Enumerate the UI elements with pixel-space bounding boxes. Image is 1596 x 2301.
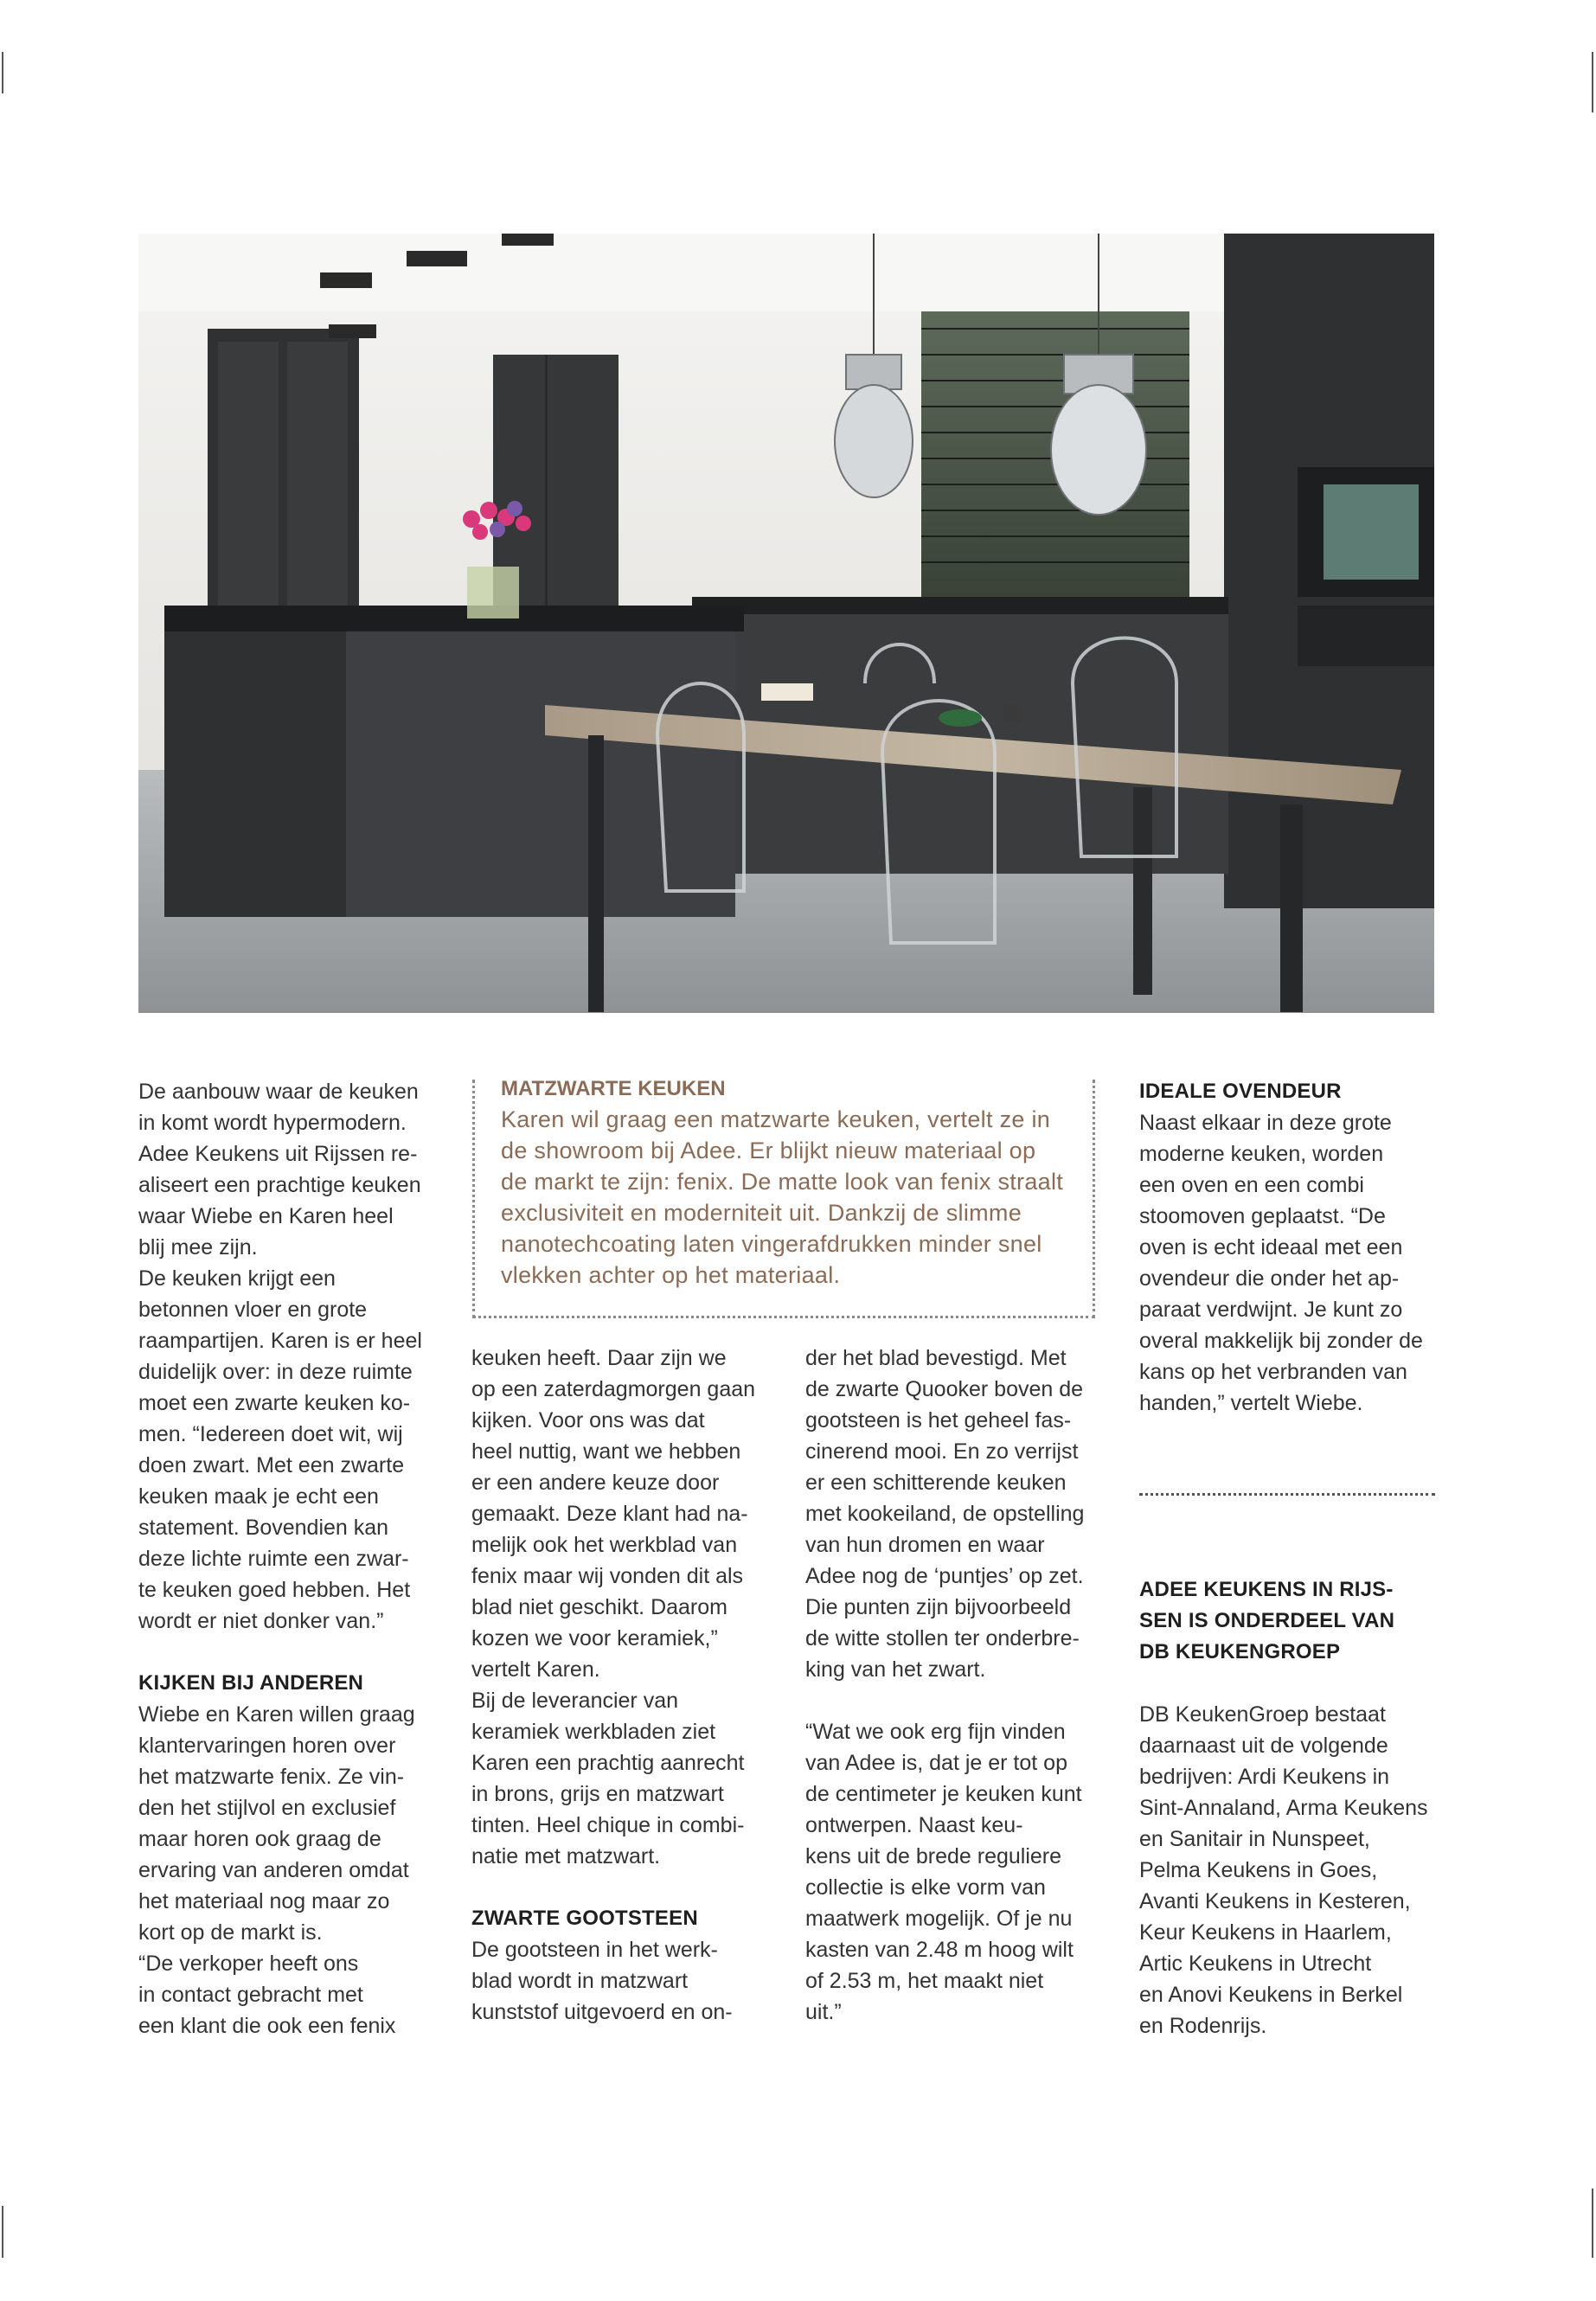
heading-adee-keukens-db-keukengroep: ADEE KEUKENS IN RIJS- SEN IS ONDERDEEL VAN DB KEUKENGROEP bbox=[1139, 1578, 1395, 1663]
callout-box bbox=[472, 1077, 1095, 1318]
col1-paragraph-2: Wiebe en Karen willen graag klantervaringen horen over het matzwarte fenix. Ze vin- den het stijlvol en exclusief maar horen ook graag de ervaring van anderen omdat het materiaal nog maar zo kort op de markt is. “De verkoper heeft ons in contact gebracht met een klant die ook een fenix bbox=[138, 1702, 415, 2038]
kitchen-photo bbox=[138, 234, 1434, 1013]
column-2 bbox=[471, 1343, 774, 2028]
dotted-divider bbox=[1139, 1493, 1435, 1496]
col2-paragraph-1: keuken heeft. Daar zijn we op een zaterdagmorgen gaan kijken. Voor ons was dat heel nuttig, want we hebben er een andere keuze door gemaakt. Deze klant had na- melijk ook het werkblad van fenix maar wij vonden dit als blad niet geschikt. Daarom kozen we voor keramiek,” vertelt Karen. Bij de leverancier van keramiek werkbladen ziet Karen een prachtig aanrecht in brons, grijs en matzwart tinten. Heel chique in combi- natie met matzwart. bbox=[471, 1346, 756, 1868]
col1-paragraph-1: De aanbouw waar de keuken in komt wordt hypermodern. Adee Keukens uit Rijssen re- aliseert een prachtige keuken waar Wiebe en Karen heel blij mee zijn. De keuken krijgt een betonnen vloer en grote raampartijen. Karen is er heel duidelijk over: in deze ruimte moet een zwarte keuken ko- men. “Iedereen doet wit, wij doen zwart. Met een zwarte keuken maak je echt een statement. Bovendien kan deze lichte ruimte een zwar- te keuken goed hebben. Het wordt er niet donker van.” bbox=[138, 1080, 422, 1633]
crop-mark-bottom-left bbox=[2, 2206, 3, 2258]
column-3 bbox=[805, 1343, 1108, 2028]
column-4 bbox=[1139, 1076, 1438, 2041]
column-1 bbox=[138, 1076, 441, 2041]
col2-paragraph-2: De gootsteen in het werk- blad wordt in matzwart kunststof uitgevoerd en on- bbox=[471, 1938, 733, 2024]
heading-kijken-bij-anderen: KIJKEN BIJ ANDEREN bbox=[138, 1671, 364, 1695]
col3-paragraph-2: “Wat we ook erg fijn vinden van Adee is, dat je er tot op de centimeter je keuken kunt ontwerpen. Naast keu- kens uit de brede reguliere collectie is elke vorm van maatwerk mogelijk. Of je nu kasten van 2.48 m hoog wilt of 2.53 m, het maakt niet uit.” bbox=[805, 1720, 1082, 2024]
crop-mark-top-left bbox=[2, 52, 3, 93]
callout-heading: MATZWARTE KEUKEN bbox=[501, 1077, 726, 1100]
callout-text: Karen wil graag een matzwarte keuken, vertelt ze in de showroom bij Adee. Er blijkt nieuw materiaal op de markt te zijn: fenix. De matte look van fenix straalt exclusiviteit en moderniteit uit. Dankzij de slimme nanotechcoating laten vingerafdrukken minder snel vlekken achter op het materiaal. bbox=[501, 1106, 1064, 1288]
heading-ideale-ovendeur: IDEALE OVENDEUR bbox=[1139, 1080, 1342, 1103]
col4-paragraph-1: Naast elkaar in deze grote moderne keuken, worden een oven en een combi stoomoven geplaatst. “De oven is echt ideaal met een ovendeur die onder het ap- paraat verdwijnt. Je kunt zo overal makkelijk bij zonder de kans op het verbranden van handen,” vertelt Wiebe. bbox=[1139, 1111, 1423, 1415]
crop-mark-bottom-right bbox=[1592, 2189, 1593, 2258]
col3-paragraph-1: der het blad bevestigd. Met de zwarte Quooker boven de gootsteen is het geheel fas- cinerend mooi. En zo verrijst er een schitterende keuken met kookeiland, de opstelling van hun dromen en waar Adee nog de ‘puntjes’ op zet. Die punten zijn bijvoorbeeld de witte stollen ter onderbre- king van het zwart. bbox=[805, 1346, 1085, 1682]
heading-zwarte-gootsteen: ZWARTE GOOTSTEEN bbox=[471, 1907, 698, 1930]
col4-paragraph-2: DB KeukenGroep bestaat daarnaast uit de volgende bedrijven: Ardi Keukens in Sint-Annaland, Arma Keukens en Sanitair in Nunspeet, Pelma Keukens in Goes, Avanti Keukens in Kesteren, Keur Keukens in Haarlem, Artic Keukens in Utrecht en Anovi Keukens in Berkel en Rodenrijs. bbox=[1139, 1702, 1428, 2038]
crop-mark-top-right bbox=[1592, 52, 1593, 112]
